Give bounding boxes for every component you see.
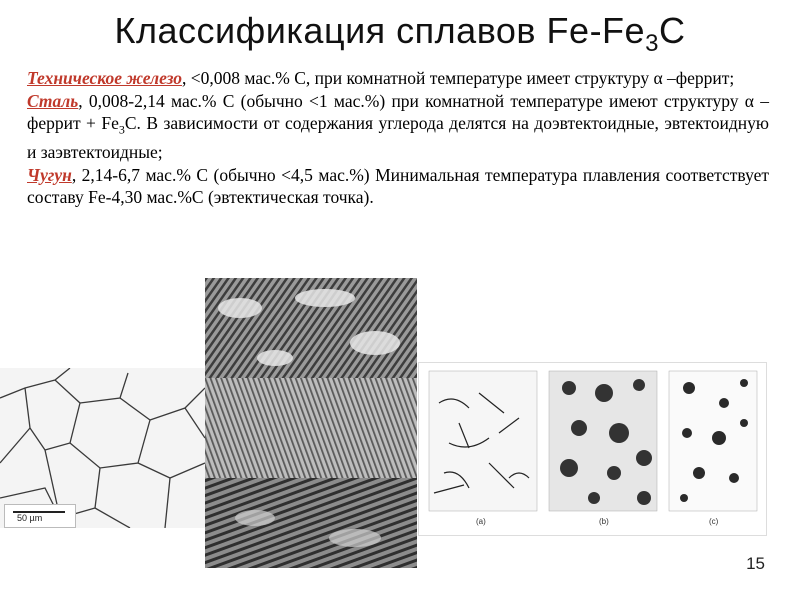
steel-description-a: , 0,008-2,14 мас.% С (обычно <1 мас.%) при комнатной температуре имеют структуру α –феррит + Fe — [27, 90, 769, 133]
scale-label: 50 µm — [17, 513, 43, 523]
page-number: 15 — [746, 554, 765, 573]
cast-iron-micrographs — [418, 362, 767, 536]
steel-description-b: С. В зависимости от содержания углерода делятся на доэвтектоидные, эвтектоидную и заэвтектоидные; — [27, 113, 769, 162]
cast-iron-panels — [419, 363, 766, 535]
term-technical-iron: Техническое железо — [27, 68, 183, 88]
title-tail: C — [658, 10, 686, 51]
steel-subscript: 3 — [118, 122, 125, 137]
ferrite-micrograph — [0, 368, 205, 528]
paragraph-steel — [27, 90, 769, 164]
scale-bar — [4, 504, 76, 528]
cast-iron-description: , 2,14-6,7 мас.% С (обычно <4,5 мас.%) Минимальная температура плавления соответствует составу Fe-4,30 мас.%С (эвтектическая точка). — [27, 164, 769, 207]
term-cast-iron: Чугун — [27, 164, 72, 185]
text-block — [27, 67, 769, 209]
panel-label-c: (c) — [709, 517, 719, 526]
paragraph-iron — [27, 67, 769, 90]
title-subscript: 3 — [645, 30, 659, 58]
term-steel: Сталь — [27, 90, 79, 111]
slide-title — [0, 10, 800, 58]
panel-label-b: (b) — [599, 517, 609, 526]
paragraph-cast-iron — [27, 164, 769, 209]
title-main: Классификация сплавов Fe-Fe — [114, 10, 646, 51]
steel-micrograph — [205, 278, 417, 568]
panel-label-a: (a) — [476, 517, 486, 526]
steel-texture — [205, 278, 417, 568]
iron-description: , <0,008 мас.% С, при комнатной температуре имеет структуру α –феррит; — [182, 68, 735, 88]
